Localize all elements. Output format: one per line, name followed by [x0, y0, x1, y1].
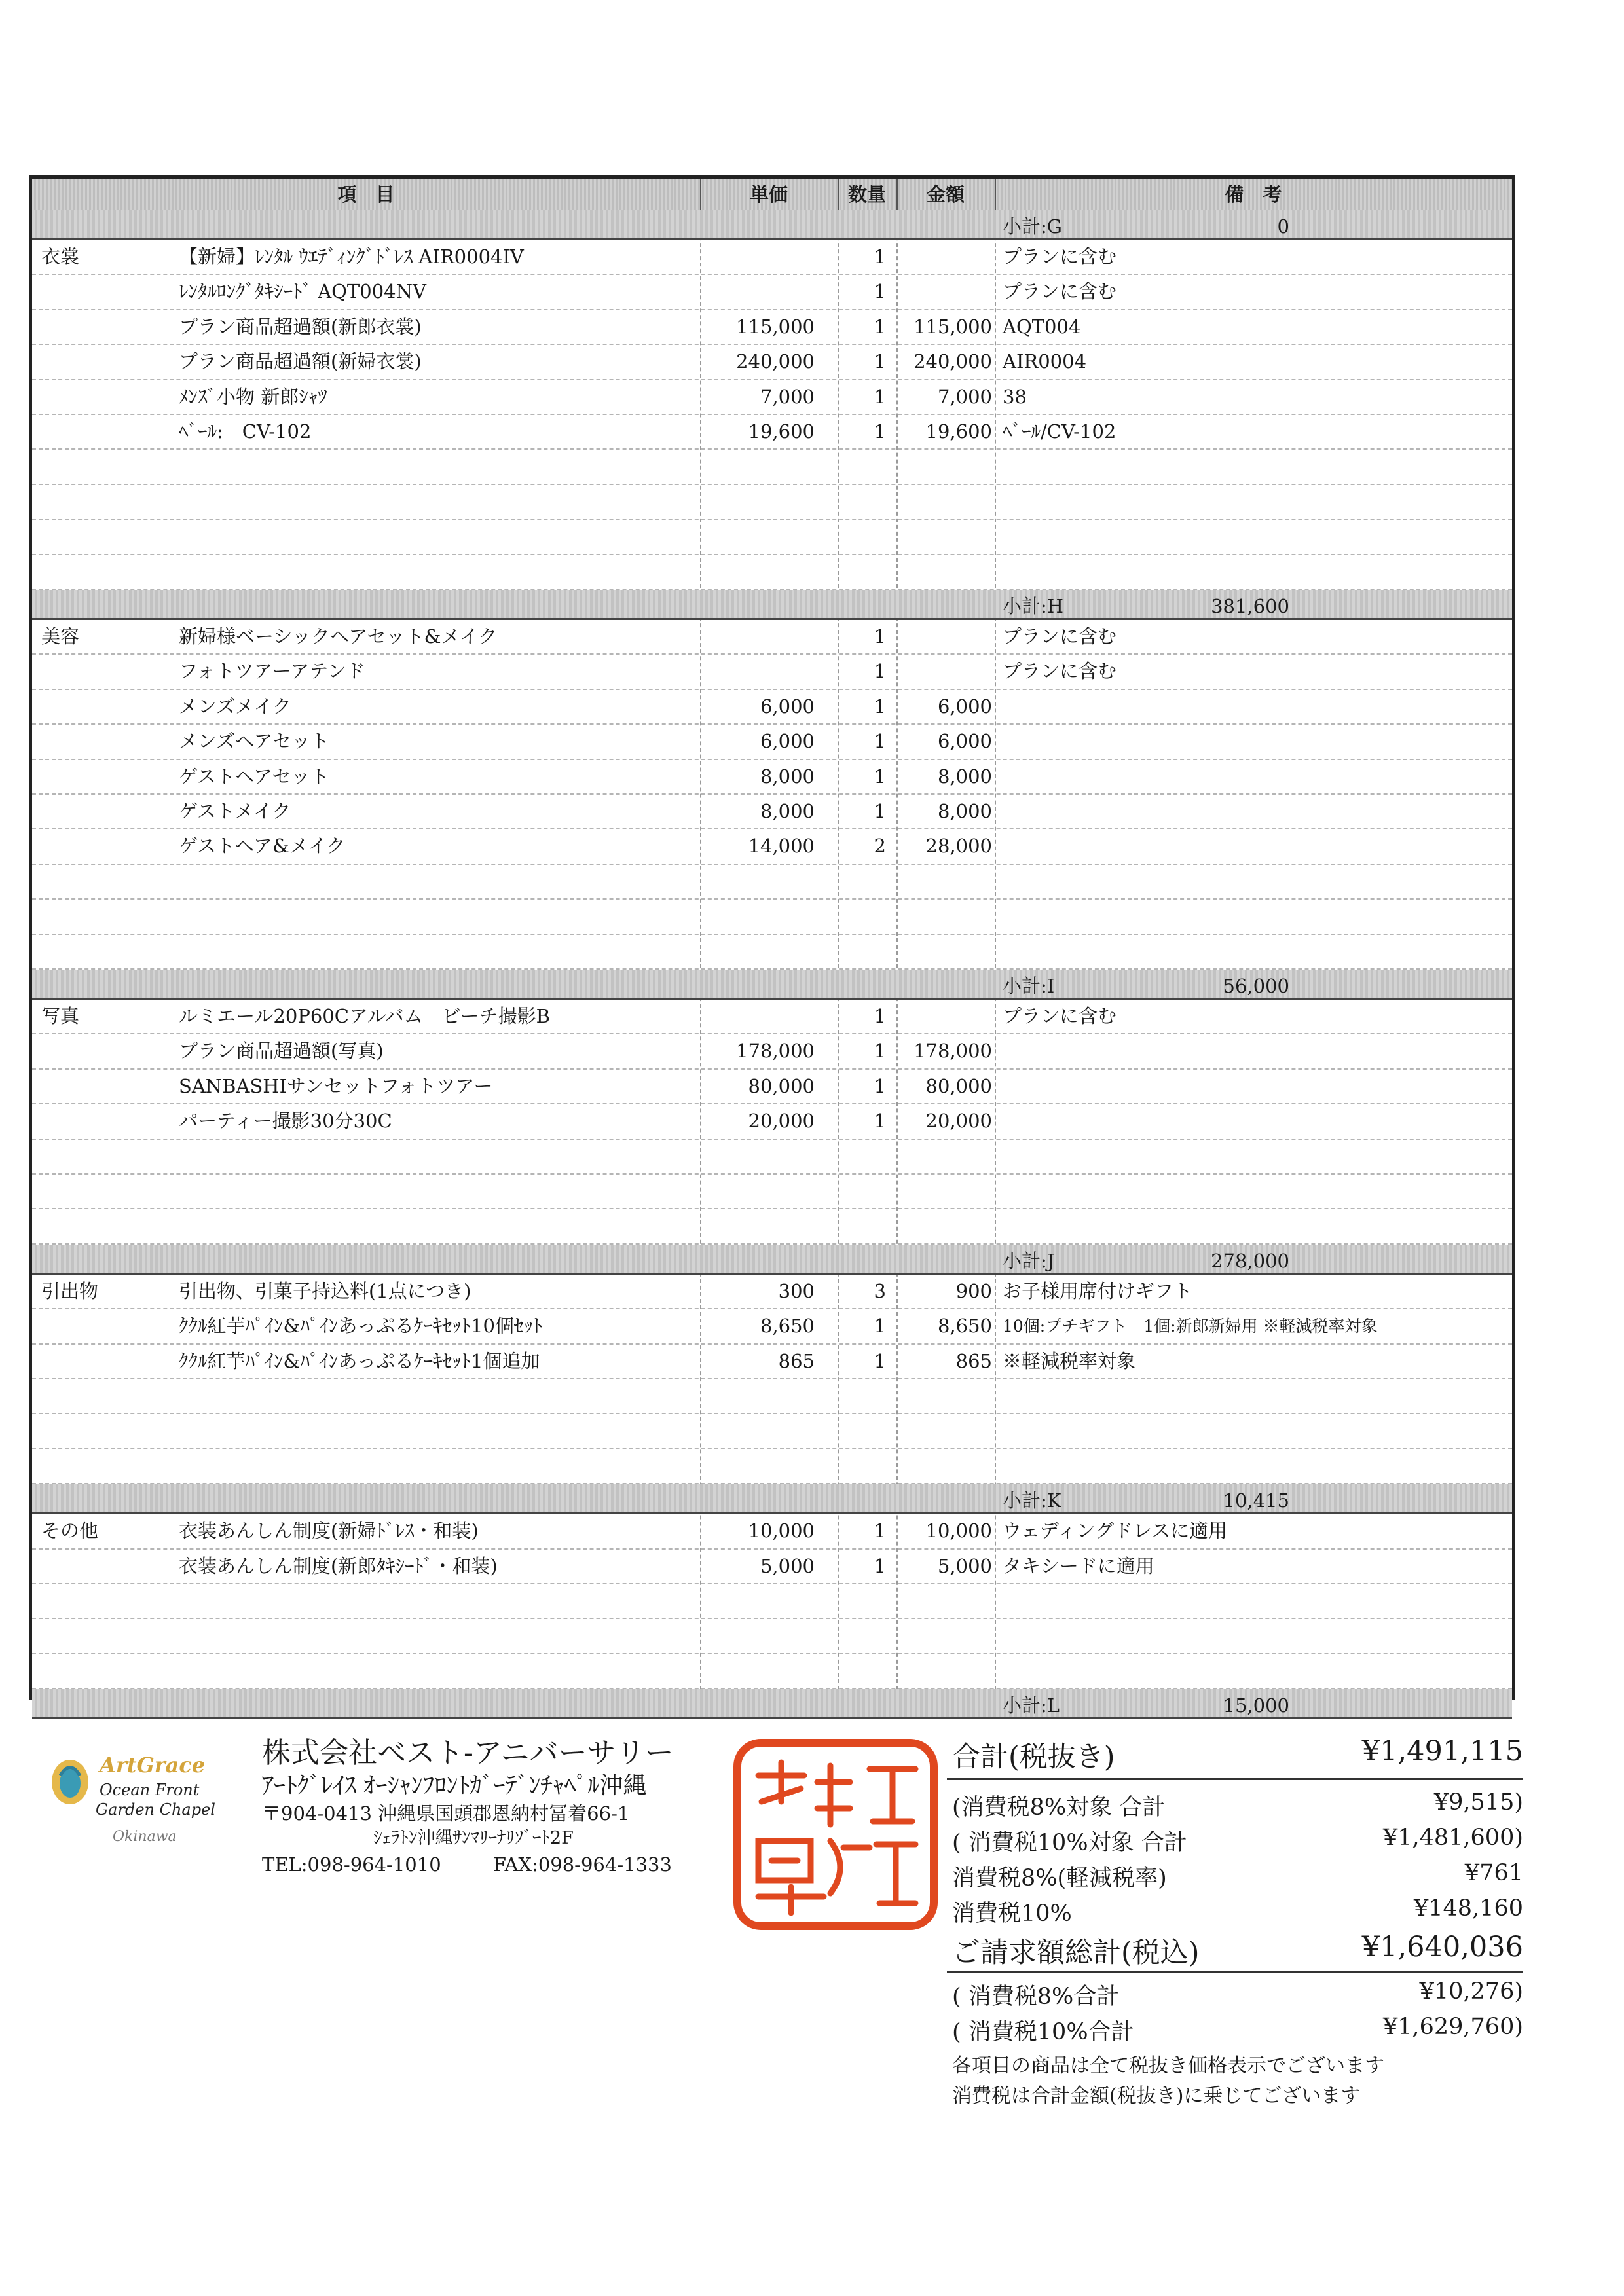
quantity: 1	[874, 385, 886, 408]
item-name: 衣装あんしん制度(新婦ﾄﾞﾚｽ・和装)	[179, 1520, 479, 1542]
quantity: 1	[874, 800, 886, 822]
item-name: 衣装あんしん制度(新郎ﾀｷｼｰﾄﾞ・和装)	[179, 1554, 498, 1577]
category-label: 引出物	[41, 1279, 99, 1302]
table-row	[32, 1550, 1512, 1584]
grand-total-value: ¥1,640,036	[1361, 1931, 1523, 1963]
seal-icon	[732, 1736, 939, 1933]
subtotal-value: 10,415	[1223, 1489, 1289, 1512]
subtotal-value: 15,000	[1223, 1694, 1289, 1717]
empty-row	[32, 1414, 1512, 1449]
header-item: 項 目	[337, 183, 395, 206]
note: お子様用席付けギフト	[1003, 1279, 1193, 1302]
venue-name: ｱｰﾄｸﾞﾚｲｽ ｵｰｼｬﾝﾌﾛﾝﾄｶﾞｰﾃﾞﾝﾁｬﾍﾟﾙ沖縄	[262, 1772, 647, 1799]
header-notes: 備 考	[1225, 183, 1282, 206]
quantity: 1	[874, 730, 886, 753]
amount: 178,000	[913, 1040, 992, 1063]
company-seal-stamp	[732, 1736, 939, 1933]
subtotal-value: 56,000	[1223, 975, 1289, 997]
tax-note-2: 消費税は合計金額(税抜き)に乗じてございます	[952, 2085, 1361, 2107]
note: ﾍﾞｰﾙ/CV-102	[1003, 420, 1116, 443]
item-name: ｸｸﾙ紅芋ﾊﾟｲﾝ&ﾊﾟｲﾝあっぷるｹｰｷｾｯﾄ10個ｾｯﾄ	[179, 1315, 543, 1338]
header-unit-price: 単価	[749, 183, 788, 206]
tax8-label: 消費税8%(軽減税率)	[952, 1865, 1167, 1891]
quantity: 1	[874, 1349, 886, 1372]
quantity: 1	[874, 280, 886, 303]
note: プランに含む	[1003, 660, 1117, 683]
table-row	[32, 1000, 1512, 1034]
item-name: フォトツアーアテンド	[179, 660, 365, 683]
note: プランに含む	[1003, 1005, 1117, 1027]
table-row	[32, 380, 1512, 415]
item-name: 新婦様ベーシックヘアセット&メイク	[179, 625, 498, 647]
subtotal-value: 278,000	[1211, 1249, 1289, 1272]
subtotal-value: ¥1,491,115	[1361, 1735, 1523, 1768]
item-name: 引出物、引菓子持込料(1点につき)	[179, 1279, 471, 1302]
empty-row	[32, 1584, 1512, 1619]
tax8-total-label: ( 消費税8%合計	[952, 1984, 1120, 2010]
note: ※軽減税率対象	[1003, 1349, 1136, 1372]
table-row	[32, 415, 1512, 450]
quantity: 1	[874, 246, 886, 268]
grand-total-label: ご請求額総計(税込)	[952, 1937, 1200, 1969]
table-row	[32, 345, 1512, 380]
address-line-2: ｼｪﾗﾄﾝ沖縄ｻﾝﾏﾘｰﾅﾘｿﾞｰﾄ2F	[373, 1828, 574, 1848]
unit-price: 19,600	[748, 420, 815, 443]
table-row	[32, 760, 1512, 795]
company-info	[262, 1735, 674, 1879]
empty-row	[32, 1175, 1512, 1209]
subtotal-row	[32, 590, 1512, 620]
note: 38	[1003, 385, 1027, 408]
invoice-table	[29, 175, 1515, 1717]
item-name: ルミエール20P60Cアルバム ビーチ撮影B	[179, 1005, 550, 1027]
svg-text:Ocean Front: Ocean Front	[100, 1781, 200, 1799]
table-row	[32, 310, 1512, 345]
phone-number: TEL:098-964-1010	[262, 1853, 441, 1876]
table-row	[32, 795, 1512, 829]
unit-price: 10,000	[748, 1520, 815, 1542]
category-label: その他	[41, 1520, 99, 1542]
tax8-value: ¥761	[1464, 1860, 1523, 1886]
table-row	[32, 1070, 1512, 1104]
empty-row	[32, 900, 1512, 934]
quantity: 1	[874, 350, 886, 373]
unit-price: 80,000	[748, 1074, 815, 1097]
tax-note-1: 各項目の商品は全て税抜き価格表示でございます	[952, 2054, 1384, 2077]
item-name: プラン商品超過額(新婦衣裳)	[179, 350, 422, 373]
item-name: プラン商品超過額(写真)	[179, 1040, 384, 1063]
subtotal-label: 小計:K	[1003, 1489, 1061, 1512]
table-row	[32, 1514, 1512, 1549]
quantity: 1	[874, 765, 886, 788]
empty-row	[32, 450, 1512, 484]
amount: 10,000	[925, 1520, 992, 1542]
artgrace-logo	[34, 1749, 257, 1848]
empty-row	[32, 1379, 1512, 1414]
table-row	[32, 1034, 1512, 1069]
subtotal-row	[32, 1484, 1512, 1514]
item-name: ゲストヘア&メイク	[179, 835, 346, 858]
quantity: 1	[874, 625, 886, 647]
item-name: プラン商品超過額(新郎衣裳)	[179, 315, 422, 338]
quantity: 1	[874, 315, 886, 338]
note: ウェディングドレスに適用	[1003, 1520, 1228, 1542]
item-name: メンズヘアセット	[179, 730, 329, 753]
empty-row	[32, 865, 1512, 900]
empty-row	[32, 1140, 1512, 1175]
quantity: 2	[874, 835, 886, 858]
table-row	[32, 240, 1512, 275]
tax10-target-label: ( 消費税10%対象 合計	[952, 1830, 1187, 1856]
category-label: 衣裳	[41, 246, 80, 268]
amount: 28,000	[925, 835, 992, 858]
table-row	[32, 690, 1512, 725]
unit-price: 865	[778, 1349, 815, 1372]
table-row	[32, 275, 1512, 310]
item-name: メンズメイク	[179, 695, 291, 718]
unit-price: 115,000	[736, 315, 815, 338]
item-name: ゲストヘアセット	[179, 765, 329, 788]
amount: 900	[955, 1279, 992, 1302]
item-name: ﾚﾝﾀﾙﾛﾝｸﾞﾀｷｼｰﾄﾞ AQT004NV	[179, 280, 426, 303]
totals-summary	[947, 1735, 1523, 2109]
amount: 6,000	[937, 730, 992, 753]
table-row	[32, 1104, 1512, 1139]
amount: 5,000	[937, 1554, 992, 1577]
table-row	[32, 829, 1512, 864]
unit-price: 7,000	[760, 385, 815, 408]
svg-text:Garden Chapel: Garden Chapel	[96, 1800, 215, 1819]
empty-row	[32, 520, 1512, 555]
empty-row	[32, 485, 1512, 520]
item-name: ゲストメイク	[179, 800, 291, 822]
empty-row	[32, 935, 1512, 970]
quantity: 1	[874, 1520, 886, 1542]
amount: 8,650	[937, 1315, 992, 1338]
subtotal-label: 合計(税抜き)	[952, 1741, 1115, 1774]
note: タキシードに適用	[1003, 1554, 1154, 1577]
unit-price: 20,000	[748, 1110, 815, 1133]
quantity: 1	[874, 1005, 886, 1027]
tax8-target-label: (消費税8%対象 合計	[952, 1795, 1166, 1821]
svg-text:ArtGrace: ArtGrace	[100, 1753, 206, 1777]
unit-price: 8,000	[760, 765, 815, 788]
unit-price: 240,000	[736, 350, 815, 373]
subtotal-label: 小計:I	[1003, 975, 1055, 997]
quantity: 1	[874, 1074, 886, 1097]
table-row	[32, 1275, 1512, 1309]
unit-price: 8,000	[760, 800, 815, 822]
note: プランに含む	[1003, 246, 1117, 268]
empty-row	[32, 1449, 1512, 1484]
quantity: 1	[874, 660, 886, 683]
tax10-total-value: ¥1,629,760)	[1382, 2014, 1523, 2040]
empty-row	[32, 1654, 1512, 1689]
subtotal-label: 小計:H	[1003, 595, 1064, 617]
item-name: 【新婦】ﾚﾝﾀﾙ ｳｴﾃﾞｨﾝｸﾞﾄﾞﾚｽ AIR0004IV	[179, 246, 524, 268]
note: 10個:プチギフト 1個:新郎新婦用 ※軽減税率対象	[1003, 1317, 1378, 1336]
amount: 865	[955, 1349, 992, 1372]
unit-price: 6,000	[760, 730, 815, 753]
category-label: 写真	[41, 1005, 80, 1027]
table-row	[32, 725, 1512, 759]
subtotal-value: 0	[1277, 215, 1289, 238]
amount: 8,000	[937, 765, 992, 788]
subtotal-label: 小計:J	[1003, 1249, 1055, 1272]
note: AQT004	[1003, 315, 1081, 338]
quantity: 1	[874, 1554, 886, 1577]
item-name: SANBASHIサンセットフォトツアー	[179, 1074, 493, 1097]
amount: 80,000	[925, 1074, 992, 1097]
address-line-1: 〒904-0413 沖縄県国頭郡恩納村冨着66-1	[262, 1802, 630, 1825]
header-qty: 数量	[847, 183, 886, 206]
unit-price: 6,000	[760, 695, 815, 718]
chapel-logo-icon	[34, 1749, 257, 1848]
unit-price: 5,000	[760, 1554, 815, 1577]
table-header	[32, 179, 1512, 212]
unit-price: 300	[778, 1279, 815, 1302]
subtotal-row	[32, 1245, 1512, 1275]
subtotal-row	[32, 970, 1512, 1000]
amount: 6,000	[937, 695, 992, 718]
tax10-target-value: ¥1,481,600)	[1382, 1825, 1523, 1851]
unit-price: 8,650	[760, 1315, 815, 1338]
quantity: 1	[874, 1040, 886, 1063]
table-row	[32, 655, 1512, 689]
amount: 8,000	[937, 800, 992, 822]
table-row	[32, 1309, 1512, 1344]
amount: 115,000	[913, 315, 992, 338]
amount: 20,000	[925, 1110, 992, 1133]
category-label: 美容	[41, 625, 80, 647]
item-name: ﾒﾝｽﾞ小物 新郎ｼｬﾂ	[179, 385, 327, 408]
item-name: パーティー撮影30分30C	[179, 1110, 392, 1133]
tax10-value: ¥148,160	[1413, 1895, 1523, 1922]
svg-text:Okinawa: Okinawa	[113, 1829, 177, 1845]
tax10-total-label: ( 消費税10%合計	[952, 2019, 1134, 2045]
quantity: 1	[874, 1315, 886, 1338]
subtotal-label: 小計:G	[1003, 215, 1062, 238]
note: プランに含む	[1003, 625, 1117, 647]
item-name: ｸｸﾙ紅芋ﾊﾟｲﾝ&ﾊﾟｲﾝあっぷるｹｰｷｾｯﾄ1個追加	[179, 1349, 540, 1372]
empty-row	[32, 1209, 1512, 1244]
quantity: 1	[874, 695, 886, 718]
item-name: ﾍﾞｰﾙ: CV-102	[179, 420, 312, 443]
amount: 19,600	[925, 420, 992, 443]
tax8-total-value: ¥10,276)	[1419, 1978, 1523, 2005]
amount: 7,000	[937, 385, 992, 408]
quantity: 1	[874, 420, 886, 443]
unit-price: 14,000	[748, 835, 815, 858]
unit-price: 178,000	[736, 1040, 815, 1063]
fax-number: FAX:098-964-1333	[492, 1853, 672, 1876]
invoice-footer	[0, 1715, 1624, 2296]
header-amount: 金額	[926, 183, 965, 206]
quantity: 3	[874, 1279, 886, 1302]
company-name: 株式会社ベスト-アニバーサリー	[262, 1736, 674, 1770]
amount: 240,000	[913, 350, 992, 373]
empty-row	[32, 1619, 1512, 1654]
tax10-label: 消費税10%	[952, 1901, 1072, 1927]
table-row	[32, 1345, 1512, 1379]
tax8-target-value: ¥9,515)	[1433, 1789, 1523, 1815]
quantity: 1	[874, 1110, 886, 1133]
note: プランに含む	[1003, 280, 1117, 303]
subtotal-value: 381,600	[1211, 595, 1289, 617]
subtotal-row	[32, 210, 1512, 240]
note: AIR0004	[1003, 350, 1087, 373]
table-row	[32, 620, 1512, 655]
subtotal-label: 小計:L	[1003, 1694, 1060, 1717]
empty-row	[32, 555, 1512, 590]
